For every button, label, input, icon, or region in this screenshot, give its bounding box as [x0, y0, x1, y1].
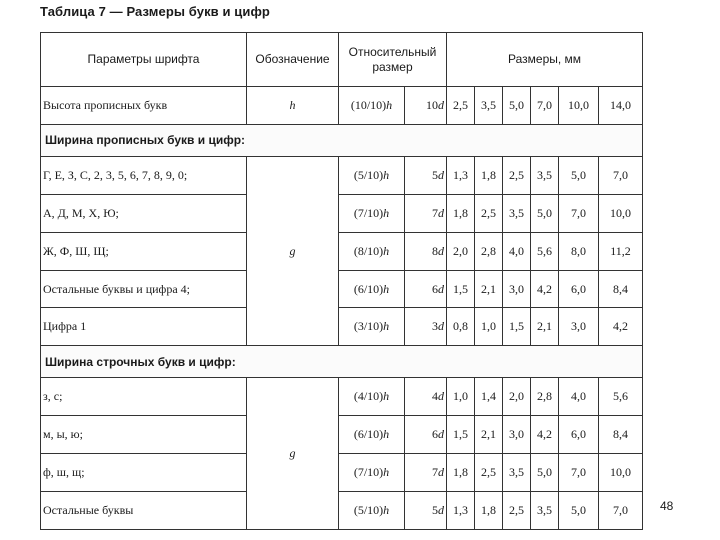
cell-size: 3,0 [503, 270, 531, 308]
section-row-capital [41, 124, 643, 156]
section-heading: Ширина строчных букв и цифр: [41, 346, 643, 378]
cell-absolute: 8d [405, 232, 447, 270]
cell-size: 7,0 [599, 492, 643, 530]
cell-size: 7,0 [559, 454, 599, 492]
cell-size: 1,8 [475, 156, 503, 194]
cell-absolute: 3d [405, 308, 447, 346]
table-row [41, 308, 643, 346]
cell-size: 10,0 [599, 194, 643, 232]
cell-relative: (4/10)h [339, 378, 405, 416]
cell-size: 2,5 [475, 194, 503, 232]
cell-relative: (5/10)h [339, 492, 405, 530]
cell-size: 10,0 [599, 454, 643, 492]
cell-absolute: 6d [405, 270, 447, 308]
cell-size: 1,8 [447, 194, 475, 232]
cell-size: 2,5 [503, 492, 531, 530]
cell-absolute: 5d [405, 156, 447, 194]
cell-size: 1,8 [447, 454, 475, 492]
cell-symbol: g [247, 378, 339, 530]
table-row [41, 194, 643, 232]
cell-size: 3,5 [531, 156, 559, 194]
cell-size: 0,8 [447, 308, 475, 346]
cell-size: 3,0 [503, 416, 531, 454]
cell-size: 5,0 [559, 156, 599, 194]
cell-relative: (5/10)h [339, 156, 405, 194]
cell-size: 1,3 [447, 156, 475, 194]
cell-size: 8,0 [559, 232, 599, 270]
cell-size: 8,4 [599, 416, 643, 454]
cell-absolute: 5d [405, 492, 447, 530]
cell-size: 7,0 [531, 87, 559, 125]
table-row [41, 492, 643, 530]
table-row [41, 416, 643, 454]
cell-relative: (6/10)h [339, 270, 405, 308]
row-capital-height [41, 87, 643, 125]
cell-param: Высота прописных букв [41, 87, 247, 125]
cell-size: 2,8 [531, 378, 559, 416]
cell-size: 2,1 [475, 416, 503, 454]
cell-size: 1,0 [475, 308, 503, 346]
cell-relative: (3/10)h [339, 308, 405, 346]
cell-size: 1,4 [475, 378, 503, 416]
cell-size: 1,5 [447, 416, 475, 454]
page-number: 48 [660, 499, 674, 513]
cell-size: 1,8 [475, 492, 503, 530]
cell-size: 3,5 [531, 492, 559, 530]
cell-size: 2,0 [447, 232, 475, 270]
cell-size: 2,5 [503, 156, 531, 194]
cell-symbol: g [247, 156, 339, 346]
cell-size: 3,5 [503, 194, 531, 232]
table-row [41, 378, 643, 416]
cell-size: 1,0 [447, 378, 475, 416]
cell-size: 2,0 [503, 378, 531, 416]
cell-param: Ж, Ф, Ш, Щ; [41, 232, 247, 270]
cell-size: 6,0 [559, 270, 599, 308]
cell-size: 3,0 [559, 308, 599, 346]
cell-relative: (6/10)h [339, 416, 405, 454]
cell-size: 5,0 [559, 492, 599, 530]
cell-absolute: 4d [405, 378, 447, 416]
cell-param: Цифра 1 [41, 308, 247, 346]
cell-relative: (7/10)h [339, 194, 405, 232]
cell-param: Г, Е, З, С, 2, 3, 5, 6, 7, 8, 9, 0; [41, 156, 247, 194]
cell-size: 1,3 [447, 492, 475, 530]
cell-size: 5,6 [599, 378, 643, 416]
cell-size: 4,0 [559, 378, 599, 416]
section-heading: Ширина прописных букв и цифр: [41, 124, 643, 156]
cell-absolute: 10d [405, 87, 447, 125]
header-sizes: Размеры, мм [447, 33, 643, 87]
cell-size: 5,0 [503, 87, 531, 125]
cell-size: 5,6 [531, 232, 559, 270]
cell-size: 4,0 [503, 232, 531, 270]
cell-relative: (8/10)h [339, 232, 405, 270]
font-size-table [40, 32, 643, 530]
cell-size: 3,5 [503, 454, 531, 492]
cell-size: 6,0 [559, 416, 599, 454]
header-symbol: Обозначение [247, 33, 339, 87]
cell-param: м, ы, ю; [41, 416, 247, 454]
cell-size: 7,0 [599, 156, 643, 194]
table-row [41, 270, 643, 308]
cell-size: 4,2 [599, 308, 643, 346]
cell-size: 14,0 [599, 87, 643, 125]
cell-relative: (10/10)h [339, 87, 405, 125]
table-row [41, 156, 643, 194]
table-row [41, 454, 643, 492]
cell-size: 7,0 [559, 194, 599, 232]
cell-absolute: 6d [405, 416, 447, 454]
cell-size: 2,8 [475, 232, 503, 270]
cell-param: Остальные буквы и цифра 4; [41, 270, 247, 308]
cell-size: 2,1 [531, 308, 559, 346]
cell-param: Остальные буквы [41, 492, 247, 530]
header-relative: Относительный размер [339, 33, 447, 87]
cell-param: ф, ш, щ; [41, 454, 247, 492]
cell-size: 3,5 [475, 87, 503, 125]
table-header-row [41, 33, 643, 87]
cell-param: з, с; [41, 378, 247, 416]
cell-absolute: 7d [405, 194, 447, 232]
cell-size: 2,5 [447, 87, 475, 125]
cell-size: 2,5 [475, 454, 503, 492]
cell-size: 5,0 [531, 194, 559, 232]
cell-relative: (7/10)h [339, 454, 405, 492]
cell-size: 5,0 [531, 454, 559, 492]
cell-size: 4,2 [531, 270, 559, 308]
cell-param: А, Д, М, Х, Ю; [41, 194, 247, 232]
section-row-lowercase [41, 346, 643, 378]
cell-symbol: h [247, 87, 339, 125]
cell-size: 11,2 [599, 232, 643, 270]
cell-size: 4,2 [531, 416, 559, 454]
cell-absolute: 7d [405, 454, 447, 492]
cell-size: 8,4 [599, 270, 643, 308]
cell-size: 2,1 [475, 270, 503, 308]
table-caption: Таблица 7 — Размеры букв и цифр [40, 4, 270, 19]
table-row [41, 232, 643, 270]
cell-size: 1,5 [447, 270, 475, 308]
cell-size: 10,0 [559, 87, 599, 125]
cell-size: 1,5 [503, 308, 531, 346]
header-param: Параметры шрифта [41, 33, 247, 87]
